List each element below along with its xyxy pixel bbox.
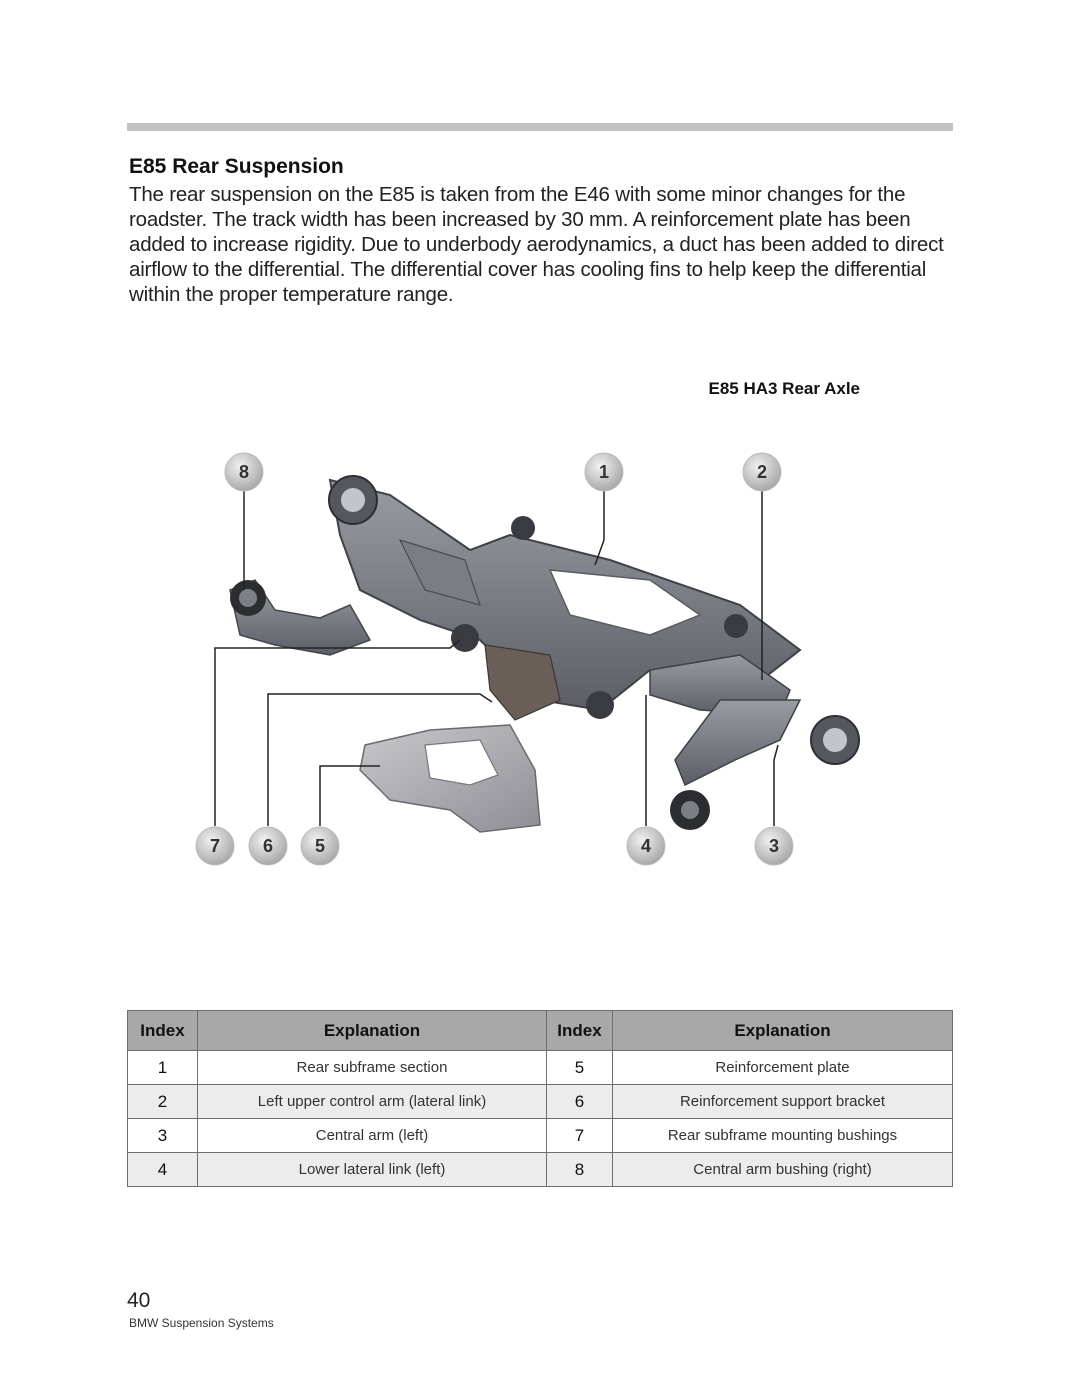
table-cell: 5 — [547, 1051, 613, 1085]
svg-text:4: 4 — [640, 836, 652, 856]
table-row — [128, 1051, 953, 1085]
column-header: Explanation — [198, 1011, 547, 1051]
section-heading: E85 Rear Suspension — [129, 155, 344, 178]
callout-3 — [755, 827, 793, 865]
callout-8 — [225, 453, 263, 491]
column-header: Explanation — [613, 1011, 953, 1051]
table-cell: Rear subframe mounting bushings — [613, 1119, 953, 1153]
top-rule — [127, 123, 953, 131]
callout-4 — [627, 827, 665, 865]
table-cell: Rear subframe section — [198, 1051, 547, 1085]
svg-text:6: 6 — [262, 836, 274, 856]
table-cell: 4 — [128, 1153, 198, 1187]
svg-text:8: 8 — [238, 462, 250, 482]
table-cell: 8 — [547, 1153, 613, 1187]
callout-2 — [743, 453, 781, 491]
callout-7 — [196, 827, 234, 865]
svg-text:3: 3 — [768, 836, 780, 856]
svg-text:2: 2 — [756, 462, 768, 482]
table-cell: 1 — [128, 1051, 198, 1085]
table-cell: 7 — [547, 1119, 613, 1153]
svg-text:7: 7 — [209, 836, 221, 856]
legend-table — [127, 1010, 953, 1187]
table-row — [128, 1085, 953, 1119]
table-cell: Lower lateral link (left) — [198, 1153, 547, 1187]
table-cell: Left upper control arm (lateral link) — [198, 1085, 547, 1119]
table-row — [128, 1153, 953, 1187]
figure-title: E85 HA3 Rear Axle — [708, 379, 860, 398]
callout-6 — [249, 827, 287, 865]
body-paragraph: The rear suspension on the E85 is taken from the E46 with some minor changes for the roadster. The track width has been increased by 30 mm. A reinforcement plate has been added to increase rigidity. Due to underbody aerodynamics, a duct has been added to direct airflow to the differential. The differential cover has cooling fins to help keep the differential within the proper temperature range. — [129, 183, 944, 306]
column-header: Index — [547, 1011, 613, 1051]
callout-5 — [301, 827, 339, 865]
callout-1 — [585, 453, 623, 491]
footer-doc-title: BMW Suspension Systems — [129, 1316, 274, 1330]
table-row — [128, 1119, 953, 1153]
column-header: Index — [128, 1011, 198, 1051]
table-header-row — [128, 1011, 953, 1051]
svg-text:5: 5 — [314, 836, 326, 856]
table-cell: Central arm bushing (right) — [613, 1153, 953, 1187]
subframe-parts — [230, 476, 859, 832]
table-cell: Reinforcement support bracket — [613, 1085, 953, 1119]
table-cell: 2 — [128, 1085, 198, 1119]
table-cell: 6 — [547, 1085, 613, 1119]
svg-text:1: 1 — [598, 462, 610, 482]
rear-axle-illustration — [180, 440, 900, 880]
table-cell: Central arm (left) — [198, 1119, 547, 1153]
page-number: 40 — [127, 1289, 151, 1312]
table-cell: 3 — [128, 1119, 198, 1153]
table-cell: Reinforcement plate — [613, 1051, 953, 1085]
